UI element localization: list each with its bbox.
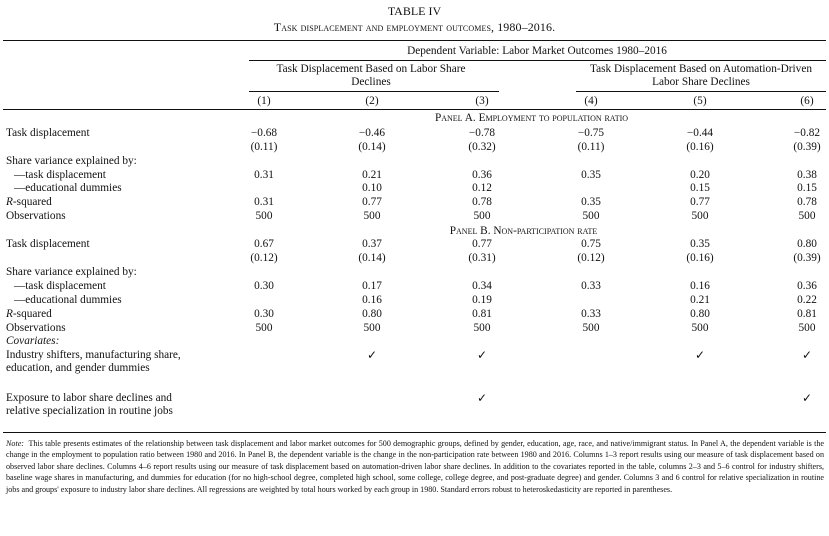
- panel-a-obs-col1: 500: [255, 210, 273, 222]
- panel-a-edu-share-col2: 0.10: [362, 182, 382, 194]
- panel-a-coef-col1: −0.68: [250, 127, 278, 139]
- panel-b-se-col4: (0.12): [577, 252, 605, 264]
- panel-b-task-disp-share-col3: 0.34: [472, 280, 492, 292]
- covariate-1-label: Industry shifters, manufacturing share, education, and gender dummies: [6, 349, 181, 374]
- panel-a-coef-col4: −0.75: [577, 127, 605, 139]
- panel-b-share-label: Share variance explained by:: [6, 266, 137, 278]
- panel-a-obs-col3: 500: [473, 210, 491, 222]
- panel-a-task-displacement-label: Task displacement: [6, 127, 90, 139]
- table-note: [6, 438, 824, 495]
- panel-b-obs-col1: 500: [255, 322, 273, 334]
- panel-a-se-col4: (0.11): [577, 141, 605, 153]
- panel-a-edu-sub-label: —educational dummies: [14, 182, 122, 194]
- note-label: Note:: [6, 439, 24, 448]
- panel-a-edu-share-col6: 0.15: [797, 182, 817, 194]
- panel-b-obs-col3: 500: [473, 322, 491, 334]
- panel-a-edu-share-col3: 0.12: [472, 182, 492, 194]
- panel-b-coef-col3: 0.77: [472, 238, 492, 250]
- panel-b-rsq-col3: 0.81: [472, 308, 492, 320]
- panel-b-coef-col5: 0.35: [690, 238, 710, 250]
- panel-b-task-disp-share-col2: 0.17: [362, 280, 382, 292]
- panel-b-rsq-label: R-squared: [6, 308, 52, 320]
- panel-a-title: Panel A. Employment to population ratio: [434, 112, 629, 124]
- panel-a-rsq-col5: 0.77: [690, 196, 710, 208]
- dep-var-rule: [249, 60, 826, 61]
- panel-b-se-col1: (0.12): [250, 252, 278, 264]
- panel-a-coef-col6: −0.82: [793, 127, 821, 139]
- panel-a-obs-col2: 500: [363, 210, 381, 222]
- panel-a-share-label: Share variance explained by:: [6, 155, 137, 167]
- panel-b-rsq-col4: 0.33: [581, 308, 601, 320]
- panel-a-obs-col5: 500: [691, 210, 709, 222]
- panel-a-rsq-col1: 0.31: [254, 196, 274, 208]
- group-a-rule: [249, 91, 499, 92]
- column-header-col1: (1): [257, 95, 271, 107]
- panel-a-task-disp-share-col5: 0.20: [690, 169, 710, 181]
- panel-b-task-disp-share-col6: 0.36: [797, 280, 817, 292]
- panel-b-edu-share-col6: 0.22: [797, 294, 817, 306]
- panel-b-rsq-col5: 0.80: [690, 308, 710, 320]
- panel-b-coef-col2: 0.37: [362, 238, 382, 250]
- panel-b-edu-share-col5: 0.21: [690, 294, 710, 306]
- covariate-2-check-col6: ✓: [801, 391, 813, 405]
- panel-a-coef-col3: −0.78: [468, 127, 496, 139]
- panel-b-obs-col5: 500: [691, 322, 709, 334]
- column-header-col2: (2): [365, 95, 379, 107]
- covariate-1-check-col6: ✓: [801, 348, 813, 362]
- panel-b-task-displacement-label: Task displacement: [6, 238, 90, 250]
- panel-b-obs-col2: 500: [363, 322, 381, 334]
- panel-a-obs-col6: 500: [798, 210, 816, 222]
- panel-a-task-disp-share-col2: 0.21: [362, 169, 382, 181]
- panel-a-se-col1: (0.11): [250, 141, 278, 153]
- panel-b-coef-col4: 0.75: [581, 238, 601, 250]
- panel-a-rsq-label: R-squared: [6, 196, 52, 208]
- bottom-rule: [3, 432, 826, 433]
- group-a-header-line1: Task Displacement Based on Labor Share: [276, 63, 466, 75]
- covariate-2-check-col3: ✓: [476, 391, 488, 405]
- top-rule: [3, 40, 826, 41]
- column-header-col4: (4): [584, 95, 598, 107]
- panel-b-edu-share-col3: 0.19: [472, 294, 492, 306]
- panel-b-rsq-col2: 0.80: [362, 308, 382, 320]
- column-header-rule: [3, 109, 826, 110]
- panel-b-coef-col6: 0.80: [797, 238, 817, 250]
- panel-b-title: Panel B. Non-participation rate: [449, 225, 598, 237]
- panel-a-se-col2: (0.14): [358, 141, 386, 153]
- group-b-header-line1: Task Displacement Based on Automation-Driven: [590, 63, 812, 75]
- covariate-2-label: Exposure to labor share declines and relative specialization in routine jobs: [6, 392, 173, 417]
- panel-b-obs-col6: 500: [798, 322, 816, 334]
- panel-a-se-col6: (0.39): [793, 141, 821, 153]
- table-number: TABLE IV: [387, 4, 442, 18]
- column-header-col3: (3): [475, 95, 489, 107]
- table-title: Task displacement and employment outcomes, 1980–2016.: [273, 20, 556, 34]
- panel-b-edu-sub-label: —educational dummies: [14, 294, 122, 306]
- panel-b-rsq-col6: 0.81: [797, 308, 817, 320]
- panel-a-se-col3: (0.32): [468, 141, 496, 153]
- panel-b-se-col3: (0.31): [468, 252, 496, 264]
- panel-a-rsq-col4: 0.35: [581, 196, 601, 208]
- panel-b-task-disp-share-col1: 0.30: [254, 280, 274, 292]
- panel-b-se-col6: (0.39): [793, 252, 821, 264]
- panel-b-task-disp-share-col5: 0.16: [690, 280, 710, 292]
- dep-var-header: Dependent Variable: Labor Market Outcomes 1980–2016: [407, 45, 667, 57]
- column-header-col6: (6): [800, 95, 814, 107]
- panel-a-task-disp-share-col3: 0.36: [472, 169, 492, 181]
- panel-a-obs-col4: 500: [582, 210, 600, 222]
- panel-b-se-col2: (0.14): [358, 252, 386, 264]
- panel-b-se-col5: (0.16): [686, 252, 714, 264]
- panel-b-coef-col1: 0.67: [254, 238, 274, 250]
- panel-a-coef-col5: −0.44: [686, 127, 714, 139]
- panel-b-rsq-col1: 0.30: [254, 308, 274, 320]
- panel-a-edu-share-col5: 0.15: [690, 182, 710, 194]
- covariate-1-check-col5: ✓: [694, 348, 706, 362]
- panel-b-obs-col4: 500: [582, 322, 600, 334]
- panel-a-rsq-col2: 0.77: [362, 196, 382, 208]
- panel-a-task-disp-share-col6: 0.38: [797, 169, 817, 181]
- panel-a-rsq-col6: 0.78: [797, 196, 817, 208]
- panel-a-task-disp-share-col4: 0.35: [581, 169, 601, 181]
- panel-a-se-col5: (0.16): [686, 141, 714, 153]
- group-a-header-line2: Declines: [351, 76, 391, 88]
- panel-a-obs-label: Observations: [6, 210, 66, 222]
- covariate-1-check-col2: ✓: [366, 348, 378, 362]
- panel-b-edu-share-col2: 0.16: [362, 294, 382, 306]
- note-text: This table presents estimates of the relationship between task displacement and labor market outcomes for 500 demographic groups, defined by gender, education, age, race, and native/immigrant status. In Panel A, the dependent variable is the change in the employment to population ratio between 1980 and 2016. In Panel B, the dependent variable is the change in the non-participation rate between 1980 and 2016. Columns 1–3 report results using our measure of task displacement based on observed labor share declines. Columns 4–6 report results using our measure of task displacement based on automation-driven labor share declines. In addition to the covariates reported in the table, columns 2–3 and 5–6 control for industry shifters, baseline wage shares in manufacturing, and dummies for education (for no high-school degree, completed high school, some college, college degree, and post-graduate degree) and gender. Columns 3 and 6 control for relative specialization in routine jobs and groups' exposure to industry labor share declines. All regressions are weighted by total hours worked by each group in 1980. Standard errors robust to heteroskedasticity are reported in parentheses.: [6, 439, 824, 494]
- panel-a-coef-col2: −0.46: [358, 127, 386, 139]
- panel-a-rsq-col3: 0.78: [472, 196, 492, 208]
- panel-b-rsq-label-rest: -squared: [12, 308, 52, 320]
- panel-b-obs-label: Observations: [6, 322, 66, 334]
- panel-a-task-disp-sub-label: —task displacement: [14, 169, 106, 181]
- panel-a-task-disp-share-col1: 0.31: [254, 169, 274, 181]
- panel-a-rsq-label-rest: -squared: [12, 196, 52, 208]
- panel-b-task-disp-sub-label: —task displacement: [14, 280, 106, 292]
- panel-b-task-disp-share-col4: 0.33: [581, 280, 601, 292]
- covariates-label: Covariates:: [6, 335, 60, 347]
- group-b-header-line2: Labor Share Declines: [652, 76, 750, 88]
- covariate-1-check-col3: ✓: [476, 348, 488, 362]
- group-b-rule: [576, 91, 826, 92]
- column-header-col5: (5): [693, 95, 707, 107]
